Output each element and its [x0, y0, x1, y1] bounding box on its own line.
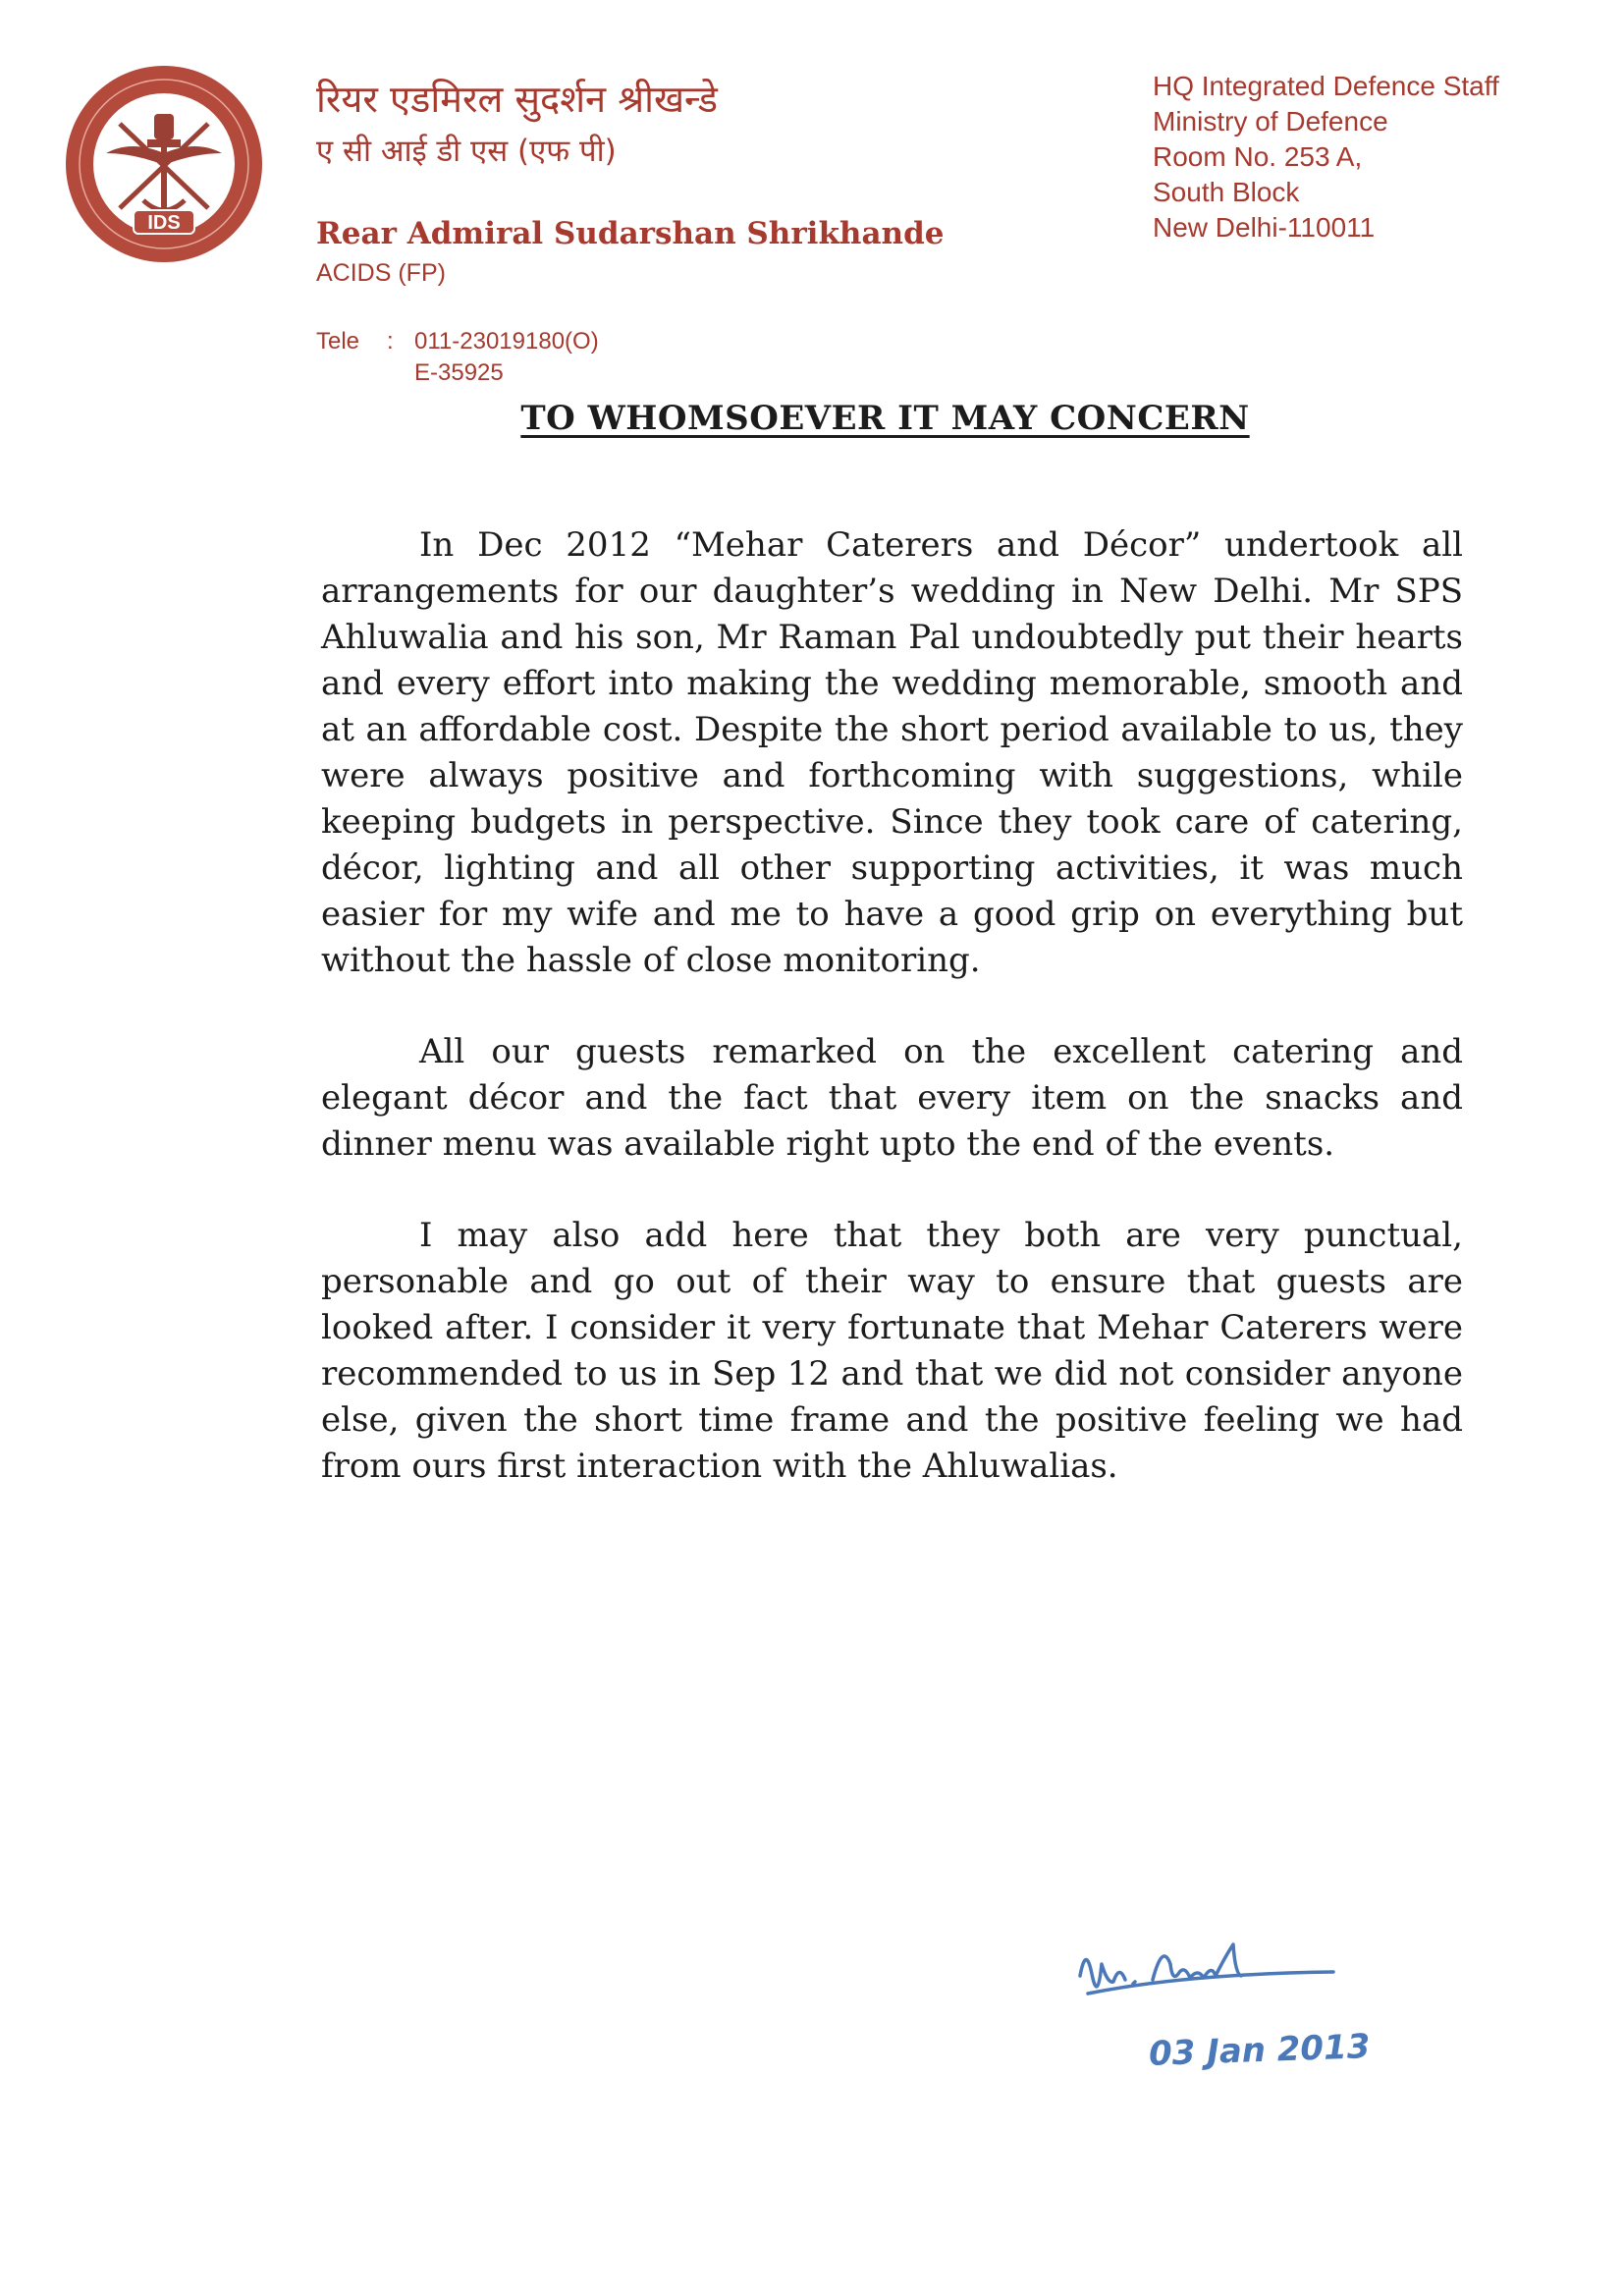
body-paragraph: All our guests remarked on the excellent catering and elegant décor and the fact that every item on the snacks and dinner menu was available right upto the end of the events.: [321, 1032, 1463, 1164]
address-line: Ministry of Defence: [1153, 106, 1388, 137]
officer-name-english: Rear Admiral Sudarshan Shrikhande: [316, 216, 945, 251]
telephone-office: 011-23019180(O): [414, 328, 599, 355]
telephone-block: [316, 326, 599, 389]
emblem-label: IDS: [147, 212, 181, 234]
telephone-extension: E-35925: [414, 359, 504, 386]
ids-emblem-logo: [63, 63, 265, 265]
address-line: South Block: [1153, 177, 1300, 207]
signature-date: 03 Jan 2013: [1148, 2027, 1372, 2074]
address-line: New Delhi-110011: [1153, 212, 1376, 243]
body-paragraph: In Dec 2012 “Mehar Caterers and Décor” undertook all arrangements for our daughter’s wedding in New Delhi. Mr SPS Ahluwalia and his son, Mr Raman Pal undoubtedly put their hearts and every effort into making the wedding memorable, smooth and at an affordable cost. Despite the short period available to us, they were always positive and forthcoming with suggestions, while keeping budgets in perspective. Since they took care of catering, décor, lighting and all other supporting activities, it was much easier for my wife and me to have a good grip on everything but without the hassle of close monitoring.: [321, 525, 1463, 980]
body-paragraph: I may also add here that they both are very punctual, personable and go out of their way to ensure that guests are looked after. I consider it very fortunate that Mehar Caterers were recommended to us in Sep 12 and that we did not consider anyone else, given the short time frame and the positive feeling we had from ours first interaction with the Ahluwalias.: [321, 1216, 1463, 1486]
officer-name-hindi: रियर एडमिरल सुदर्शन श्रीखन्डे: [316, 78, 718, 121]
letter-body: [321, 522, 1463, 1535]
address-line: Room No. 253 A,: [1153, 141, 1363, 172]
officer-title-english: ACIDS (FP): [316, 259, 446, 287]
address-line: HQ Integrated Defence Staff: [1153, 71, 1499, 101]
officer-title-hindi: ए सी आई डी एस (एफ पी): [316, 134, 617, 169]
office-address: [1153, 69, 1499, 246]
telephone-label: Tele: [316, 328, 360, 355]
telephone-separator: :: [387, 328, 394, 355]
letter-heading: TO WHOMSOEVER IT MAY CONCERN: [520, 399, 1250, 438]
